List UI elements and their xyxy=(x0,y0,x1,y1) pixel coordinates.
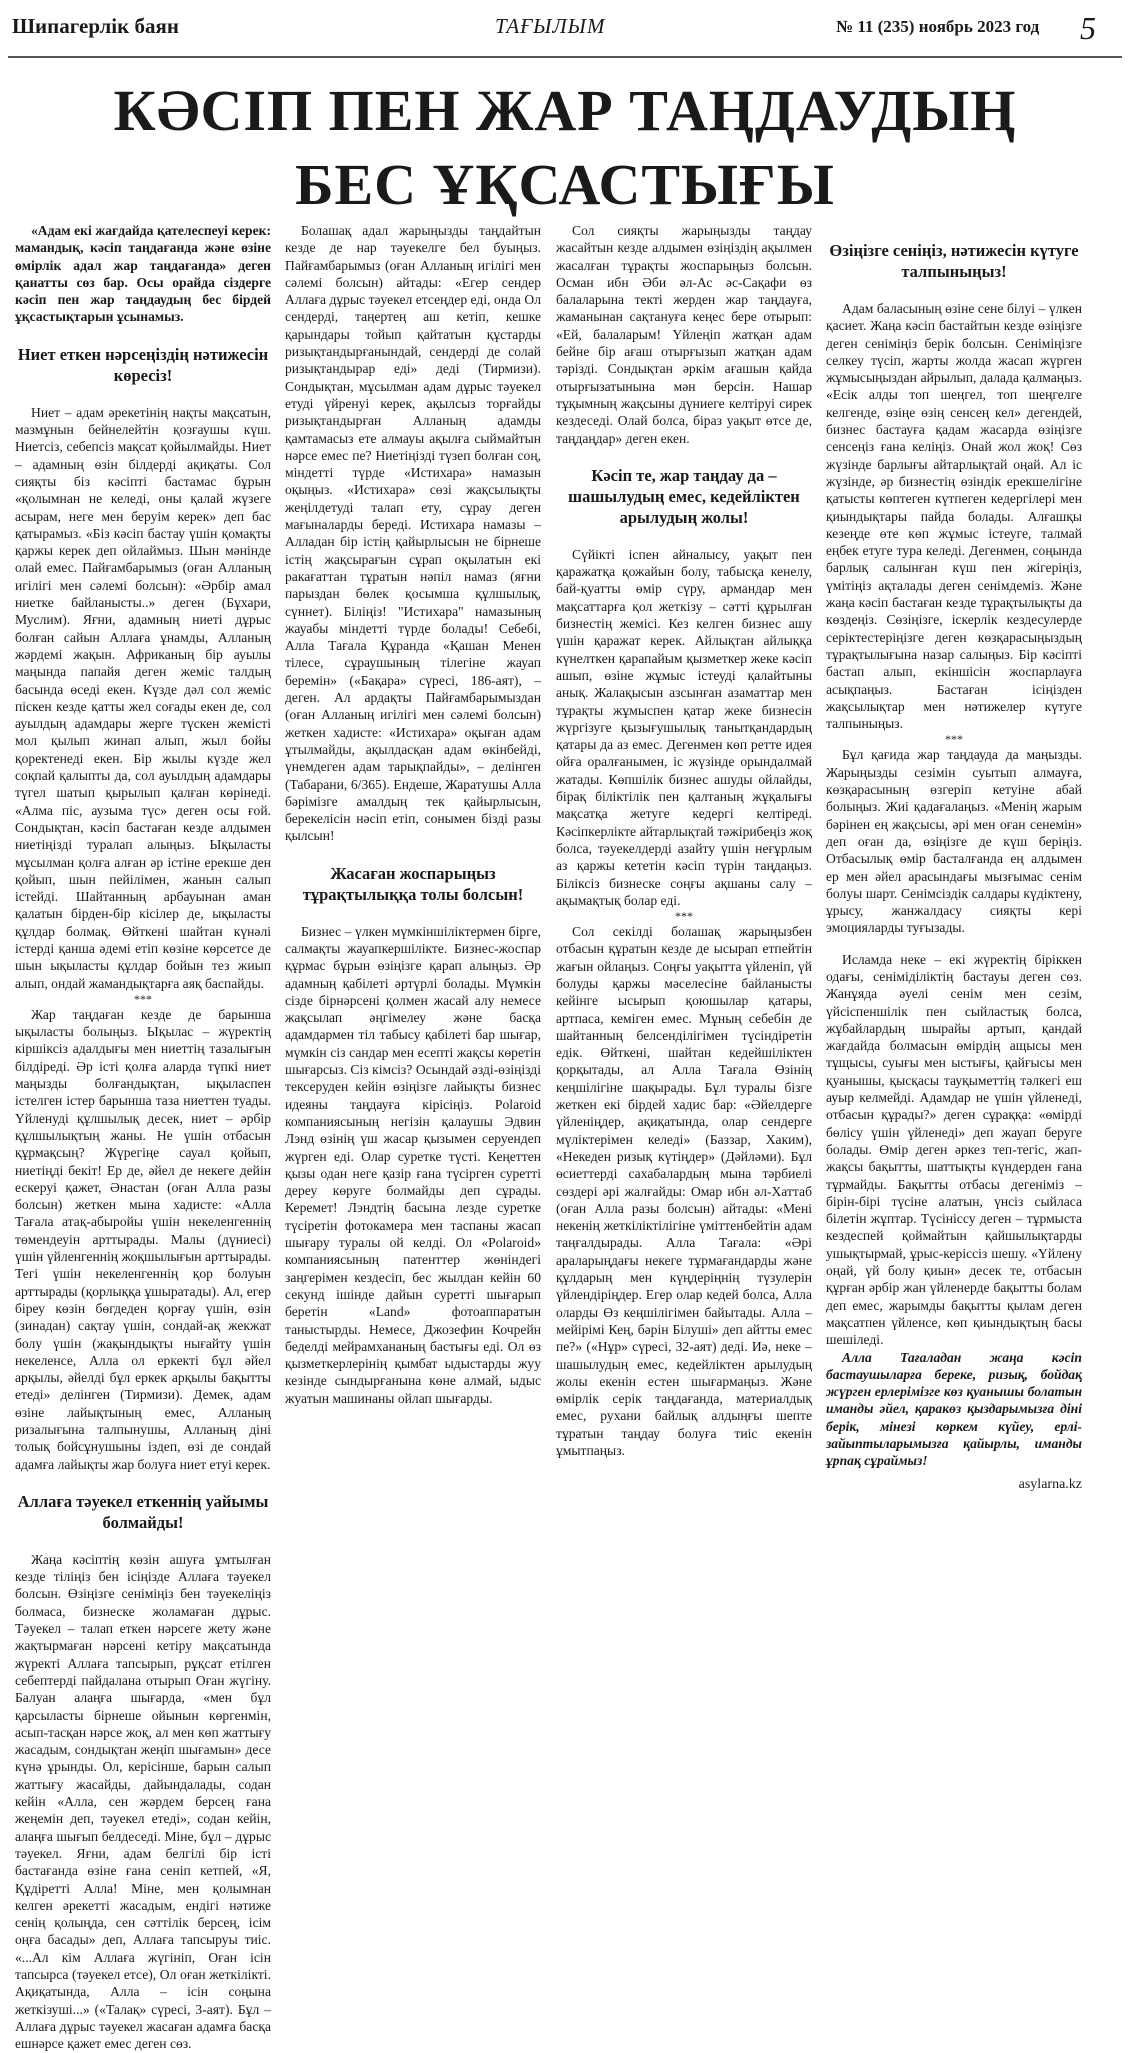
lead-paragraph: «Адам екі жағдайда қателеспеуі керек: мамандық, кәсіп таңдағанда және өзіне өмірлік адал жар таңдағанда» деген қанатты сөз бар. Осы орайда сіздерге кәсіп пен жар таңдаудың бес бірдей ұқсастықтарын ұсынамыз. xyxy=(15,223,271,325)
closing-paragraph: Алла Тағаладан жаңа кәсіп бастаушыларға береке, ризық, бойдақ жүрген ерлерімізге көз қуанышы болатын иманды әйел, қаракөз қыздарымызға діні берік, мінезі көркем күйеу, ерлі-зайыптыларымызға қайырлы, иманды ұрпақ сұраймыз! xyxy=(826,1349,1082,1469)
page-header xyxy=(0,0,1130,56)
publication-name: Шипагерлік баян xyxy=(12,14,179,38)
paragraph: Жар таңдаған кезде де барынша ықыласты болыңыз. Ықылас – жүректің кіршіксіз адалдығы мен ниеттің тазалығын білдіреді. Әр істі қолға аларда түпкі ниет маңызды болғандықтан, ықыласпен істелген істер барынша таза ниеттен туады. Үйленуді құлшылық десек, ниет – әрбір құлшылықтың жаны. Не үшін отбасын құрмақсың? Жүрегіңе сауал қойып, ниетіңді бекіт! Ер де, әйел де некеге дейін ескеруі қажет, Әнастан (оған Алла разы болсын) жеткен мына хадисте: «Алла Тағала атақ-абыройы үшін некеленгеннің төмендеуін арттырады. Малы (дүниесі) үшін үйленгеннің жоқшылығын арттырады. Тегі үшін некеленгеннің қор болуын арттырады (қорлыққа ұшыратады). Ал, егер біреу көзін бөгдеден қорғау үшін, өзін (зинадан) сақтау үшін, сондай-ақ жекжат болу үшін (жақындықты нығайту үшін некеленсе, Алла ол еркекті бұл әйел арқылы, әйелді бұл еркек арқылы бақытты етеді» делінген (Тирмизи). Демек, адам өзіне лайықтының емес, Алланың ризалығына талпынушы, Алланың діні толық бойсұнушыны іздеп, өзі де сондай адамға лайықты жар болуға ниет етуі керек. xyxy=(15,1006,271,1472)
section-heading-plan: Жасаған жоспарыңыз тұрақтылыққа толы болсын! xyxy=(302,863,524,904)
paragraph: Сол секілді болашақ жарыңызбен отбасын құратын кезде де ысырап етпейтін жағын ойлаңыз. Соңғы уақытта үйленіп, үй болуды қаржы мәселесіне байланысты кейінге ысырып қоюшылар қатары, артпаса, кеміген емес. Мұның себебін де шайтанның белсенділігімен түсіндіретін едік. Өйткені, шайтан кедейшіліктен қорқытады, ал Алла Тағала Өзінің кеңшілігіне шақырады. Бұл туралы бізге жеткен екі бірдей хадис бар: «Әйелдерге үйленіңдер, ақиқатында, олар сендерге мүліктерімен келеді» (Баззар, Хаким), «Некеден ризық күтіңдер» (Дәйләми). Бұл өсиеттерді сахабалардың мына тәрбиелі сөздері әрі жалғайды: Омар ибн әл-Хаттаб (оған Алла разы болсын) айтады: «Мені некенің жеткіліктілігіне үміттенбейтін адам таңғалдырады. Алла Тағала: «Әрі араларыңдағы некеге тұрмағандарды және құлдарың мен күңдеріңнің түзулерін үйлендіріңдер. Егер олар кедей болса, Алла оларды Өз кеңшілігімен байытады. Алла – мейірімі Кең, бәрін Білуші» деп айтты емес пе?» («Нұр» сүресі, 32-аят) деді. Иә, неке – шашылудың емес, кедейліктен арылудың жолы екенін естен шығармаңыз. Және өмірлік серік таңдағанда, материалдық емес, рухани байлық алдыңғы шепте тұратын таңдау болуға тиіс екенін ұмытпаңыз. xyxy=(556,924,812,1458)
section-name: ТАҒЫЛЫМ xyxy=(495,14,606,38)
paragraph: Исламда неке – екі жүректің біріккен одағы, сеніміділіктің бастауы деген сөз. Жанұяда әуелі сенім мен сезім, үйсіспеншілік пен сыйластық болса, жұбайлардың шырайы артып, қандай жағдайда болмасын өмірдің ащысы мен тұщысы, суығы мен ыстығы, қайғысы мен қуанышы, қысқасы тауқыметтің тәлкегі еш ауыр келмейді. Адамдар не үшін үйленеді, отбасын құрады?» деген сұраққа: «өмірді бөлісу үшін үйленеді» деп жауап беруге болады. Өмір деген әркез теп-тегіс, жап-жақсы бақытты, шаттықты күндерден ғана тұрмайды. Бақытты отбасы дегеніміз – бірін-бірі түсіне алатын, үнсіз сыйласа білетін жұптар. Түсініссу деген – тұрмыста кездеспей қоймайтын қайшылықтарды ушықтырмай, ұрыс-керіссіз шешу. «Үйлену оңай, үй болу қиын» десек те, отбасын құрған әрбір жан үйленерде бақытты болам деп емес, жарымды бақытты қылам деген мақсатпен үйленсе, көп қиындықтың басы шешіледі. xyxy=(826,951,1082,1348)
paragraph: Адам баласының өзіне сене білуі – үлкен қасиет. Жаңа кәсіп бастайтын кезде өзіңізге деген сеніміңіз берік болсын. Сеніміңізге селкеу түсіп, жарты жолда жасап жүрген жұмысыңыздан айрылып, далада қалмаңыз. «Есік алды топ шеңгел, топ шеңгелге келгенде, өзіңе өзің сенсең кел» дегендей, бизнес бастауға қадам жасарда өзіңізге сенсеңіз ғана келіңіз. Онай жол жоқ! Сөз жүзінде барлығы айтарлықтай оңай. Ал іс жүзінде, әр бизнестің өзіндік ерекшелігіне қатысты көптеген күтпеген кедергілері мен қиындықтары пайда болады. Алғашқы кезеңде өте көп жұмыс істеуге, талмай еңбек етуге тура келеді. Дегенмен, соңында барлық салынған күш пен жігеріңіз, үмітіңіз ақталады деген сенімдеміз. Және жаңа кәсіп бастаған кезде тұрақтылықты да көздеңіз. Сөзіңізге, іскерлік кездесулерде серіктестеріңізге деген көзқарасыңыздың тұрақтылығына назар салыңыз. Бір кәсіпті бастап алып, екіншісін жоспарлауға асықпаңыз. Бастаған ісіңізден жақсылықтар мен нәтижелер күтуге талпыныңыз. xyxy=(826,301,1082,732)
source-signature: asylarna.kz xyxy=(1018,1476,1082,1492)
title-line-2: БЕС ҰҚСАСТЫҒЫ xyxy=(295,152,835,217)
article-title xyxy=(0,74,1130,222)
paragraph: Жаңа кәсіптің көзін ашуға ұмтылған кезде тіліңіз бен ісіңізде Аллаға тәуекел болсын. Өзіңізге сеніміңіз бен тәуекеліңіз болмаса, бизнеске жоламаған дұрыс. Тәуекел – талап еткен нәрсеге жету және жақтырмаған нәрсені кетіру мақсатында жүректі Аллаға тапсырып, рұқсат етілген себептерді пайдалана отырып Оған жүгіну. Балуан алаңға шығарда, «мен бұл қарсыласты бірнеше ойынын көргенмін, асып-тасқан нәрсе жоқ, ал мен көп жаттығу жасадым, сондықтан жеңіп шығамын» десе күнә ұрынды. Ол, керісінше, барын салып жаттығу жасайды, дайындалады, содан кейін «Алла, сен жәрдем берсең ғана жеңемін деп, тәуекел етеді», содан кейін, алаңға шығып белдеседі. Міне, бұл – дұрыс тәуекел. Яғни, адам белгілі бір істі бастағанда өзіне ғана сеніп кетпей, «Я, Құдіретті Алла! Міне, мен қолымнан келген әрекетті жасадым, ендігі нәтиже сенің қолыңда, сен сәттілік берсең, ісім оңға басады» деп, Аллаға тапсыруы тиіс. «...Ал кім Аллаға жүгініп, Оған ісін тапсырса (тәуекел етсе), Ол оған жеткілікті. Ақиқатында, Алла – ісін соңына жеткізуші...» («Талақ» сүресі, 3-аят). Бұл – Аллаға дұрыс тәуекел жасаған адамға басқа ешнәрсе қажет емес деген сөз. xyxy=(15,1551,271,2052)
paragraph: Бұл қағида жар таңдауда да маңызды. Жарыңызды сезімін суытып алмауға, көзқарасының өзгеріп кетуіне абай болыңыз. Жиі қадағалаңыз. «Менің жарым бәрінен ең жақсысы, әрі мен оған сенемін» деп оған да, өзіңізге де күш беріңіз. Отбасылық өмір басталғанда ең алдымен ер мен әйел арасындағы мызғымас сенім болуы шарт. Сенімсіздік салдары күдіктену, ұрысу, жанжалдасу сияқты кері эмоцияларды туғызады. xyxy=(826,747,1082,936)
column-1 xyxy=(15,222,271,2052)
column-2 xyxy=(285,222,541,1632)
paragraph: Ниет – адам әрекетінің нақты мақсатын, мазмұнын бейнелейтін қозғаушы күш. Ниетсіз, себепсіз мақсат қойылмайды. Ниет – адамның өзін білдерді ақиқаты. Сол сияқты біз кәсіпті бастамас бұрын «қолымнан не келеді, оны қалай жүзеге асырам, неге мен беруім керек» деп бас қатырамыз. «Біз кәсіп бастау үшін қомақты қаржы керек деп ойлаймыз. Шын мәнінде олай емес. Пайғамбарымыз (оған Алланың игілігі мен сәлемі болсын): «Әрбір амал ниетке байланысты..» деген (Бұхари, Муслим). Яғни, адамның ниеті дұрыс болған сайын Аллаға ұнамды, Алланың жәрдемі жақын. Африканың бір ауылы маңында папайя деген жеміс талдың басында өседі екен. Күзде дәл сол жеміс піскен кезде қатты жел соғады екен де, сол ауылдың адамдары жерге түскен жемісті мол қылып жинап алып, жыл бойы қоректенеді екен. Бір жылы күзде жел соқпай қалыпты да, сол ауылдың адамдары түгел шатып қырылып қалған көрінеді. «Алма піс, аузыма түс» деген осы ғой. Сондықтан, кәсіп бастаған кезде алдымен ниетіңізді туралап алыңыз. Ықыласты мұсылман қолға алған әр істіне ерекше ден қойып, шын пейілімен, жанын салып істейді. Шайтанның арбауынан аман қалатын бірден-бір кісілер де, ықыласты құлдар болмақ. Өйткені шайтан күнәлі істерді қанша әдемі етіп көзіне көрсетсе де шын ықыласты құлдар бойын тез жиып алып, ондай жамандықтарға аяқ баспайды. xyxy=(15,404,271,991)
section-heading-confidence: Өзіңізге сеніңіз, нәтижесін күтуге талпыныңыз! xyxy=(829,241,1079,281)
column-4 xyxy=(826,222,1082,1632)
paragraph: Болашақ адал жарыңызды таңдайтын кезде де нар тәуекелге бел буыңыз. Пайғамбарымыз (оған Алланың игілігі мен сәлемі болсын) айтады: «Егер сендер Аллаға дұрыс тәуекел етсеңдер еді, онда Ол сендерді, таңертең аш кетіп, кешке қарындары тойып қайтатын құстарды ризықтандырғанындай, сендерді де солай ризықтандырар еді» деді (Тирмизи). Сондықтан, мұсылман адам дұрыс тәуекел етуді үйренуі керек, ақылсыз торғайды ризықтандырған Алланың адамды қамтамасыз ете алмауы ақылға сыймайтын нәрсе емес пе? Ниетіңізді түзеп болған соң, міндетті түрде «Истихара» намазын оқыңыз. «Истихара» сөзі жақсылықты жеңілдетуді талап ету, сұрау деген мағыналарды береді. Истихара намазы – Алладан бір істің қайырлысын не бірнеше істің жақсырағын сұрап оқылатын екі ракағаттан тұратын нәпіл намаз (яғни парыздан бөлек қосымша құлшылық, сүннет). Біліңіз! "Истихара" намазының жауабы міндетті түрде болады! Себебі, Алла Тағала Құранда «Қашан Менен тілесе, сұраушының тілегіне жауап беремін» («Бақара» сүресі, 186-аят), – деген. Ал ардақты Пайғамбарымыздан (оған Алланың игілігі мен сәлемі болсын) жеткен хадисте: «Истихара» оқыған адам ұтылмайды, ақылдасқан адам өкінбейді, үнемдеген адам тарықпайды», – делінген (Табарани, 6/365). Ендеше, Жаратушы Алла бәрімізге амалдың тек қайырлысын, берекелісін нәсіп етіп, сонымен бізді разы қылсын! xyxy=(285,223,541,844)
separator: *** xyxy=(134,991,152,1006)
issue-info: № 11 (235) ноябрь 2023 год xyxy=(836,17,1040,36)
paragraph: Сол сияқты жарыңызды таңдау жасайтын кезде алдымен өзіңіздің ақылмен жасалған тұрақты жоспарыңыз болсын. Осман ибн Әби әл-Ас әс-Сақафи өз балаларына текті жерден жар таңдауға, жаманынан сақтануға кеңес бере отырып: «Ей, балаларым! Үйлеңіп жатқан адам бейне бір ағаш отырғызып жатқан адам тәрізді. Сондықтан әркім ағашын қайда отырғызатынына мән берсін. Нашар тұқымның жақсыны дүниеге келтіруі сирек кездеседі. Олай болса, біраз уақыт өтсе де, таңдаңдар» деген екен. xyxy=(556,223,812,446)
title-line-1: КӘСІП ПЕН ЖАР ТАҢДАУДЫҢ xyxy=(113,78,1017,143)
paragraph: Сүйікті іспен айналысу, уақыт пен қаражатқа қожайын болу, табысқа кенелу, бай-қуатты өмір сүру, армандар мен мақсаттарға қол жеткізу – сәтті құрылған бизнестің жемісі. Кез келген бизнес ашу үшін қаражат керек. Айлықтан айлыққа күнелткен қарапайым қызметкер жеке кәсіп ашып, өзіне жұмыс істеуді қалайтыны анық. Жалақысын азсынған азаматтар мен тұрақты жұмыспен қатар жеке бизнесін жүргізуге қызығушылық танытқандардың қатары да аз емес. Дегенмен көп ретте идея ойға оралғанымен, іс жүзінде орындалмай жатады. Көпшілік бизнес ашуды ойлайды, бірақ біліктілік пен қалтаның жұқалығы мақсатқа жетуге кедергі келтіреді. Кәсіпкерлікте айтарлықтай тәжірибеңіз жоқ болса, тәуекелдерді азайту үшін неғұрлым аз қаржы кететін кәсіп түрін таңдаңыз. Біліксіз бизнеске соңғы ақшаны салу – ақымақтық болар еді. xyxy=(556,546,812,908)
header-rule xyxy=(8,56,1122,58)
column-3 xyxy=(556,222,812,1632)
page-number: 5 xyxy=(1080,10,1096,46)
section-heading-poverty: Кәсіп те, жар таңдау да – шашылудың емес, кедейліктен арылудың жолы! xyxy=(568,465,800,527)
separator: *** xyxy=(945,732,963,747)
section-heading-intention: Ниет еткен нәрсеңіздің нәтижесін көресіз! xyxy=(17,344,269,385)
paragraph: Бизнес – үлкен мүмкіншіліктермен бірге, салмақты жауапкершілікте. Бизнес-жоспар құрмас бұрын өзіңізге қарап алыңыз. Әр адамның қабілеті әртүрлі болады. Мүмкін сізде бірнәрсені қолмен жасай алу немесе жақсылап әңгімелеу және басқа адамдармен тіл табысу қабілеті бар шығар, мүмкін сіз сандар мен есепті жақсы көретін шығарсыз. Сіз кімсіз? Осындай әзді-өзіңізді тексеруден кейін өзіңізге лайықты бизнес идеяны таңдауға кірісіңіз. Polaroid компаниясының негізін қалаушы Эдвин Лэнд өзінің үш жасар қызымен серуендеп жүрген еді. Олар суретке түсті. Кеңеттен қызы одан неге қазір ғана түсірген суретті дереу көруге болмайды деп сұрады. Керемет! Лэндтің басына лезде суретке түсіретін фотокамера мен таспаны жасап шығару туралы ой келді. Ол «Polaroid» компаниясының патенттер жөніндегі заңгерімен кездесіп, бес жылдан кейін 60 секунд ішінде дайын суретті шығарып беретін «Land» фотоаппаратын таныстырды. Немесе, Джозефин Кочрейн беделді мейрамхананың бастығы еді. Ол өз қызметкерлерінің қымбат ыдыстарды жуу кезінде сындырғанына көне алмай, ыдыс жуатын машинаны ойлап шығарды. xyxy=(285,923,541,1406)
section-heading-trust: Аллаға тәуекел еткеннің уайымы болмайды! xyxy=(17,1491,269,1532)
separator: *** xyxy=(675,909,693,924)
